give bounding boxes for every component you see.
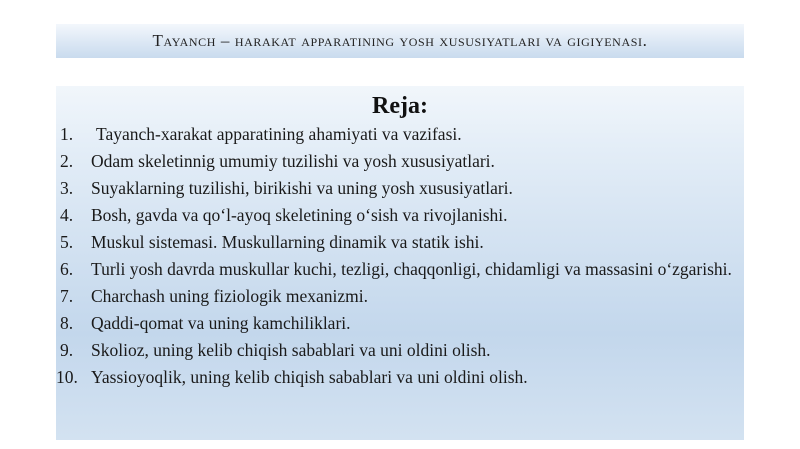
slide-title-bar (56, 24, 744, 58)
list-item (56, 178, 744, 198)
list-item-text: Bosh, gavda va qo‘l-ayoq skeletining o‘sish va rivojlanishi. (91, 205, 508, 225)
slide-title: Tayanch – harakat apparatining yosh xususiyatlari va gigiyenasi. (152, 31, 648, 50)
list-item-text: Yassioyoqlik, uning kelib chiqish sabablari va uni oldini olish. (91, 367, 528, 387)
list-item-text: Skolioz, uning kelib chiqish sabablari va uni oldini olish. (91, 340, 491, 360)
list-item-number: 7. (60, 286, 74, 306)
list-item (56, 367, 744, 387)
list-item (56, 151, 744, 171)
list-item-text: Suyaklarning tuzilishi, birikishi va uning yosh xususiyatlari. (91, 178, 513, 198)
plan-list (56, 124, 744, 394)
list-item-number: 2. (60, 151, 74, 171)
list-item-number: 6. (60, 259, 74, 279)
list-item-text: Muskul sistemasi. Muskullarning dinamik va statik ishi. (91, 232, 484, 252)
list-item-number: 5. (60, 232, 74, 252)
plan-content-box (56, 86, 744, 440)
list-item-number: 9. (60, 340, 74, 360)
list-item-text: Odam skeletinnig umumiy tuzilishi va yosh xususiyatlari. (91, 151, 495, 171)
list-item (56, 232, 744, 252)
list-item-number: 3. (60, 178, 74, 198)
plan-heading: Reja: (372, 93, 428, 119)
list-item (56, 205, 744, 225)
list-item-text: Turli yosh davrda muskullar kuchi, tezligi, chaqqonligi, chidamligi va massasini o‘zgarishi. (91, 259, 732, 279)
list-item-number: 8. (60, 313, 74, 333)
list-item (56, 124, 744, 144)
list-item (56, 259, 744, 279)
list-item (56, 313, 744, 333)
list-item-number: 10. (56, 367, 78, 387)
list-item-text: Qaddi-qomat va uning kamchiliklari. (91, 313, 351, 333)
list-item-number: 4. (60, 205, 74, 225)
list-item (56, 286, 744, 306)
list-item (56, 340, 744, 360)
list-item-text: Tayanch-xarakat apparatining ahamiyati va vazifasi. (96, 124, 462, 144)
list-item-number: 1. (60, 124, 74, 144)
list-item-text: Charchash uning fiziologik mexanizmi. (91, 286, 369, 306)
